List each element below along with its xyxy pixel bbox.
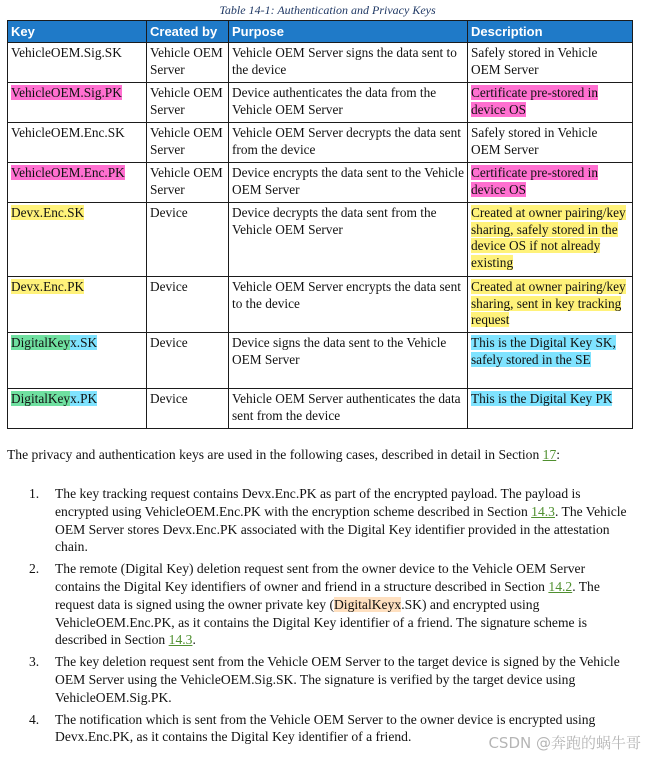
intro-paragraph [7,446,632,463]
list-item [7,560,632,649]
cell-purpose: Device decrypts the data sent from the Vehicle OEM Server [229,203,468,277]
key-name-suffix: x.SK [70,335,98,350]
cell-created-by: Device [147,277,229,333]
table-row [8,123,633,163]
description-text: Certificate pre-stored in device OS [471,85,599,117]
section-link[interactable]: 14.3 [168,632,193,648]
cell-key [8,83,147,123]
use-cases-list [7,485,632,750]
cell-created-by: Device [147,333,229,389]
case-text: . [192,632,196,648]
cell-purpose: Vehicle OEM Server signs the data sent to the device [229,43,468,83]
section-link[interactable]: 14.2 [548,578,573,594]
cell-created-by: Device [147,203,229,277]
intro-end: : [556,447,561,462]
table-row [8,277,633,333]
highlighted-key: DigitalKeyx [333,596,402,612]
header-created-by: Created by [147,21,229,43]
key-name: Devx.Enc.SK [11,205,85,220]
cell-description [468,389,633,429]
key-name-prefix: DigitalKey [11,335,71,350]
table-row [8,333,633,389]
header-description: Description [468,21,633,43]
description-text: Safely stored in Vehicle OEM Server [471,45,598,77]
case-text: The key tracking request contains Devx.Enc.PK as part of the encrypted payload. The payload is encrypted using VehicleOEM.Enc.PK with the encryption scheme described in Section [55,486,581,519]
list-item [7,485,632,556]
cell-purpose: Vehicle OEM Server decrypts the data sent from the device [229,123,468,163]
cell-description [468,123,633,163]
cell-created-by: Vehicle OEM Server [147,43,229,83]
header-purpose: Purpose [229,21,468,43]
list-item [7,653,632,706]
cell-key [8,333,147,389]
description-text: Certificate pre-stored in device OS [471,165,599,197]
watermark: CSDN @奔跑的蜗牛哥 [488,734,641,752]
key-name: VehicleOEM.Sig.PK [11,85,122,100]
cell-purpose: Vehicle OEM Server authenticates the data sent from the device [229,389,468,429]
case-text: The notification which is sent from the Vehicle OEM Server to the owner device is encrypted using Devx.Enc.PK, as it contains the Digital Key identifier of a friend. [55,711,596,745]
list-number: 1. [29,486,40,501]
list-number: 4. [29,711,40,727]
cell-description [468,83,633,123]
cell-key [8,43,147,83]
list-number: 3. [29,654,40,670]
cell-created-by: Device [147,389,229,429]
cell-description [468,333,633,389]
description-text: Safely stored in Vehicle OEM Server [471,125,598,157]
description-text: Created at owner pairing/key sharing, safely stored in the device OS if not already existing [471,205,626,270]
cell-key [8,163,147,203]
key-name: Devx.Enc.PK [11,279,85,294]
cell-created-by: Vehicle OEM Server [147,163,229,203]
cell-purpose: Device encrypts the data sent to the Vehicle OEM Server [229,163,468,203]
description-text: This is the Digital Key SK, safely stored in the SE [471,335,616,367]
description-text: This is the Digital Key PK [471,391,613,406]
section-link[interactable]: 14.3 [531,503,555,519]
table-row [8,83,633,123]
intro-text: The privacy and authentication keys are used in the following cases, described in detail in Section [7,447,543,462]
description-text: Created at owner pairing/key sharing, sent in key tracking request [471,279,626,327]
cell-created-by: Vehicle OEM Server [147,83,229,123]
table-row [8,43,633,83]
cell-purpose: Device signs the data sent to the Vehicle OEM Server [229,333,468,389]
case-text: . The Vehicle OEM Server stores Devx.Enc.PK associated with the Digital Key identifier provided in the attestation chain. [55,503,627,555]
cell-description [468,277,633,333]
cell-purpose: Device authenticates the data from the Vehicle OEM Server [229,83,468,123]
table-caption: Table 14-1: Authentication and Privacy Keys [219,3,436,17]
key-name: VehicleOEM.Enc.PK [11,165,125,180]
table-row [8,389,633,429]
cell-description [468,43,633,83]
cell-key [8,123,147,163]
section-link[interactable]: 17 [542,447,557,462]
header-key: Key [8,21,147,43]
cell-key [8,389,147,429]
case-text: The key deletion request sent from the Vehicle OEM Server to the target device is signed by the Vehicle OEM Server using the VehicleOEM.Sig.SK. The signature is verified by the target device using VehicleOEM.Sig.PK. [55,654,620,705]
cell-key [8,203,147,277]
keys-table [7,20,633,429]
cell-key [8,277,147,333]
table-row [8,203,633,277]
table-header-row [8,21,633,43]
case-text: . The request data is signed using the owner private key ( [55,578,600,612]
table-row [8,163,633,203]
cell-created-by: Vehicle OEM Server [147,123,229,163]
cell-purpose: Vehicle OEM Server encrypts the data sent to the device [229,277,468,333]
case-text: The remote (Digital Key) deletion request sent from the owner device to the Vehicle OEM Server contains the Digital Key identifiers of owner and friend in a structure described in Section [55,561,586,594]
key-name-prefix: DigitalKey [11,391,71,406]
key-name-suffix: x.PK [70,391,98,406]
cell-description [468,163,633,203]
list-number: 2. [29,561,40,577]
key-name: VehicleOEM.Sig.SK [11,45,122,60]
key-name: VehicleOEM.Enc.SK [11,125,125,140]
cell-description [468,203,633,277]
case-text: .SK) and encrypted using VehicleOEM.Enc.PK, as it contains the Digital Key identifier of a friend. The signature scheme is described in Section [55,596,588,648]
